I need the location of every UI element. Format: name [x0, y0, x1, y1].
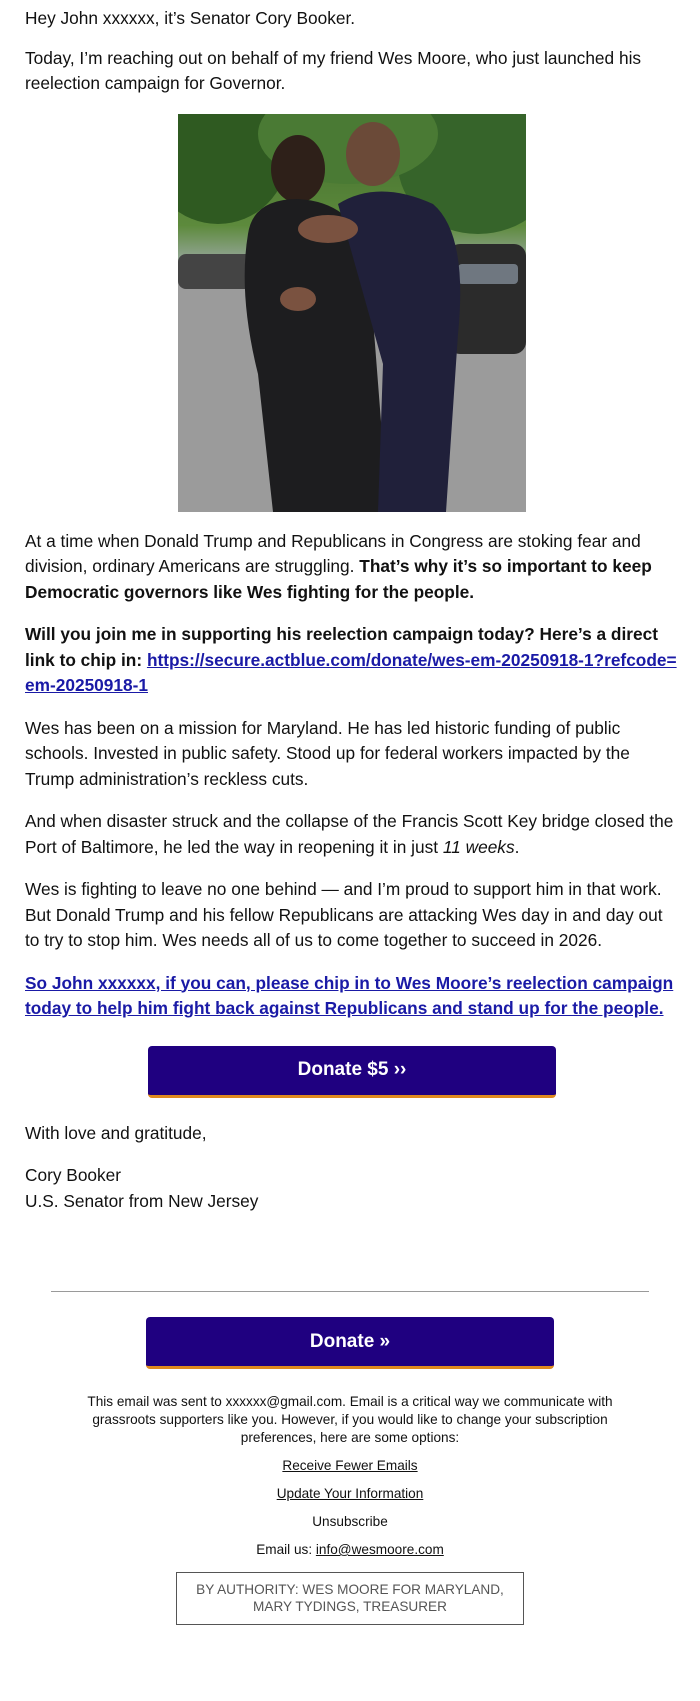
photo-container	[25, 114, 679, 512]
actblue-donate-link[interactable]: https://secure.actblue.com/donate/wes-em-20250918-1?refcode=em-20250918-1	[25, 649, 677, 695]
paragraph-bold-text: That’s why it’s so important to keep Democratic governors like Wes fighting for the people.	[25, 556, 652, 602]
donate-5-button[interactable]: Donate $5 ››	[148, 1046, 556, 1098]
footer-divider	[51, 1291, 649, 1292]
paragraph-chip-in	[25, 622, 679, 699]
paragraph-trump-republicans	[25, 529, 679, 606]
cta-donate-link[interactable]: So John xxxxxx, if you can, please chip in to Wes Moore’s reelection campaign today to help him fight back against Republicans and stand up for the people.	[25, 972, 674, 1018]
authority-line-1: BY AUTHORITY: WES MOORE FOR MARYLAND,	[196, 1582, 504, 1597]
signature-title: U.S. Senator from New Jersey	[25, 1190, 259, 1211]
footer-email-row	[0, 1541, 700, 1559]
paragraph-key-bridge	[25, 809, 679, 860]
footer-notice: This email was sent to xxxxxx@gmail.com. Email is a critical way we communicate with grassroots supporters like you. However, if you would like to change your subscription preferences, here are some options:	[87, 1394, 613, 1445]
greeting: Hey John xxxxxx, it’s Senator Cory Booker.	[25, 8, 356, 28]
authority-line-2: MARY TYDINGS, TREASURER	[253, 1599, 447, 1614]
unsubscribe-link[interactable]: Unsubscribe	[312, 1514, 388, 1529]
receive-fewer-emails-link[interactable]: Receive Fewer Emails	[282, 1458, 418, 1473]
signature-name: Cory Booker	[25, 1165, 122, 1185]
paragraph-no-one-behind: Wes is fighting to leave no one behind — and I’m proud to support him in that work. But Donald Trump and his fellow Republicans are attacking Wes day in and day out to try to stop him. Wes needs all of us to come together to succeed in 2026.	[25, 879, 663, 950]
paragraph-mission: Wes has been on a mission for Maryland. He has led historic funding of public schools. Invested in public safety. Stood up for federal workers impacted by the Trump administration’s reckless cuts.	[25, 717, 630, 789]
donate-row	[0, 1317, 700, 1369]
intro-paragraph: Today, I’m reaching out on behalf of my friend Wes Moore, who just launched his reelection campaign for Governor.	[25, 47, 642, 93]
email-us-link[interactable]: info@wesmoore.com	[315, 1542, 444, 1557]
donate5-row	[25, 1046, 679, 1098]
photo-two-men-hugging-icon	[178, 114, 526, 512]
donate-button[interactable]: Donate »	[146, 1317, 554, 1369]
key-bridge-text: And when disaster struck and the collapse of the Francis Scott Key bridge closed the Port of Baltimore, he led the way in reopening it in just	[25, 811, 674, 857]
paragraph-plain-text: At a time when Donald Trump and Republicans in Congress are stoking fear and division, ordinary Americans are struggling.	[25, 530, 641, 576]
authority-box	[176, 1572, 524, 1625]
chip-in-question: Will you join me in supporting his reelection campaign today? Here’s a direct link to chip in:	[25, 624, 658, 670]
footer-update-row	[0, 1485, 700, 1503]
update-information-link[interactable]: Update Your Information	[276, 1486, 424, 1501]
email-us-label: Email us:	[256, 1542, 316, 1557]
footer-fewer-emails-row	[0, 1457, 700, 1475]
signature	[25, 1163, 679, 1214]
footer	[0, 1291, 700, 1625]
key-bridge-weeks: 11 weeks	[442, 836, 515, 857]
closing: With love and gratitude,	[25, 1122, 207, 1143]
key-bridge-period: .	[514, 836, 520, 857]
cta-paragraph	[25, 971, 679, 1022]
footer-unsubscribe-row	[0, 1513, 700, 1531]
